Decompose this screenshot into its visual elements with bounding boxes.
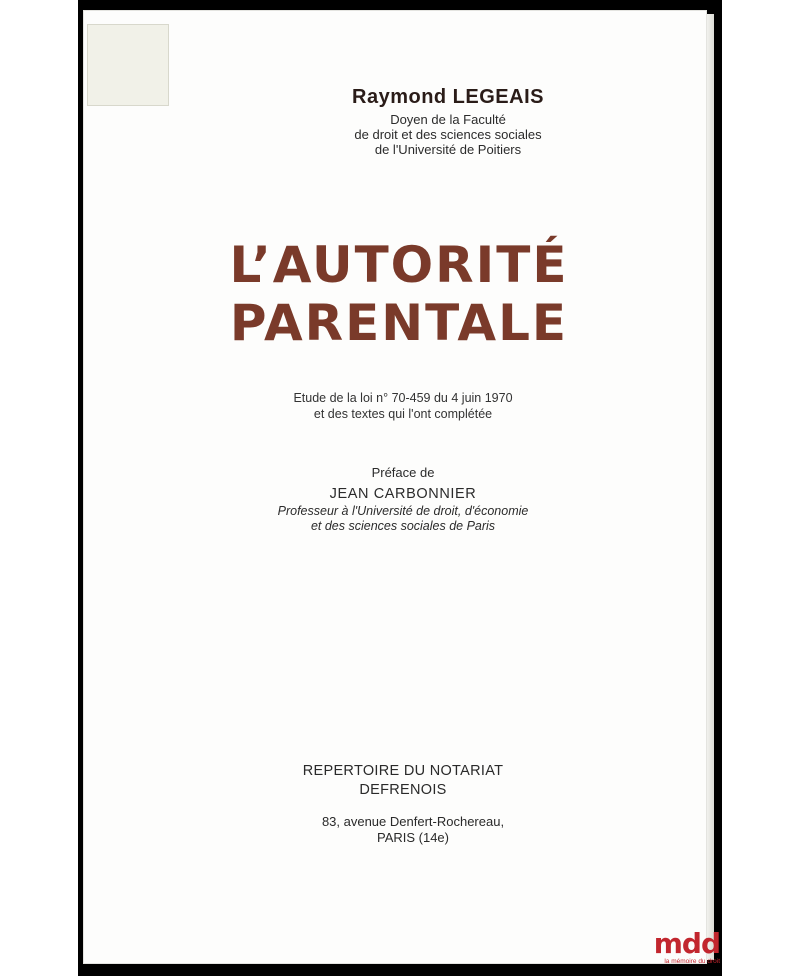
author-name: Raymond LEGEAIS: [352, 86, 544, 108]
address-line: PARIS (14e): [376, 830, 449, 845]
subtitle-line: et des textes qui l'ont complétée: [313, 407, 493, 421]
author-title-line: de l'Université de Poitiers: [374, 142, 522, 157]
logo-mark: mdd: [653, 927, 720, 960]
publisher-name: [233, 762, 573, 800]
preface-label: Préface de: [371, 465, 435, 480]
library-sticker: [87, 24, 169, 106]
preface-author-role: [203, 504, 603, 534]
book-title: [143, 236, 655, 352]
address-line: 83, avenue Denfert-Rochereau,: [321, 814, 505, 829]
preface-author: JEAN CARBONNIER: [329, 486, 477, 502]
author-block: [283, 84, 613, 157]
publisher-line: DEFRENOIS: [359, 782, 447, 798]
book-subtitle: [203, 390, 603, 422]
book-title-line: PARENTALE: [229, 294, 569, 352]
book-cover: [83, 10, 707, 964]
preface-block: [203, 464, 603, 534]
author-title-line: de droit et des sciences sociales: [354, 127, 542, 142]
preface-role-line: et des sciences sociales de Paris: [310, 519, 496, 533]
logo-tagline: la mémoire du droit: [664, 958, 720, 965]
preface-role-line: Professeur à l'Université de droit, d'économie: [277, 504, 529, 518]
subtitle-line: Etude de la loi n° 70-459 du 4 juin 1970: [293, 391, 513, 405]
page-edge: [707, 14, 714, 960]
book-title-line: L’AUTORITÉ: [229, 236, 569, 294]
publisher-line: REPERTOIRE DU NOTARIAT: [302, 763, 504, 779]
publisher-address: [273, 814, 553, 846]
watermark-logo: [640, 927, 720, 966]
author-title-line: Doyen de la Faculté: [390, 112, 506, 127]
author-title: [283, 112, 613, 157]
